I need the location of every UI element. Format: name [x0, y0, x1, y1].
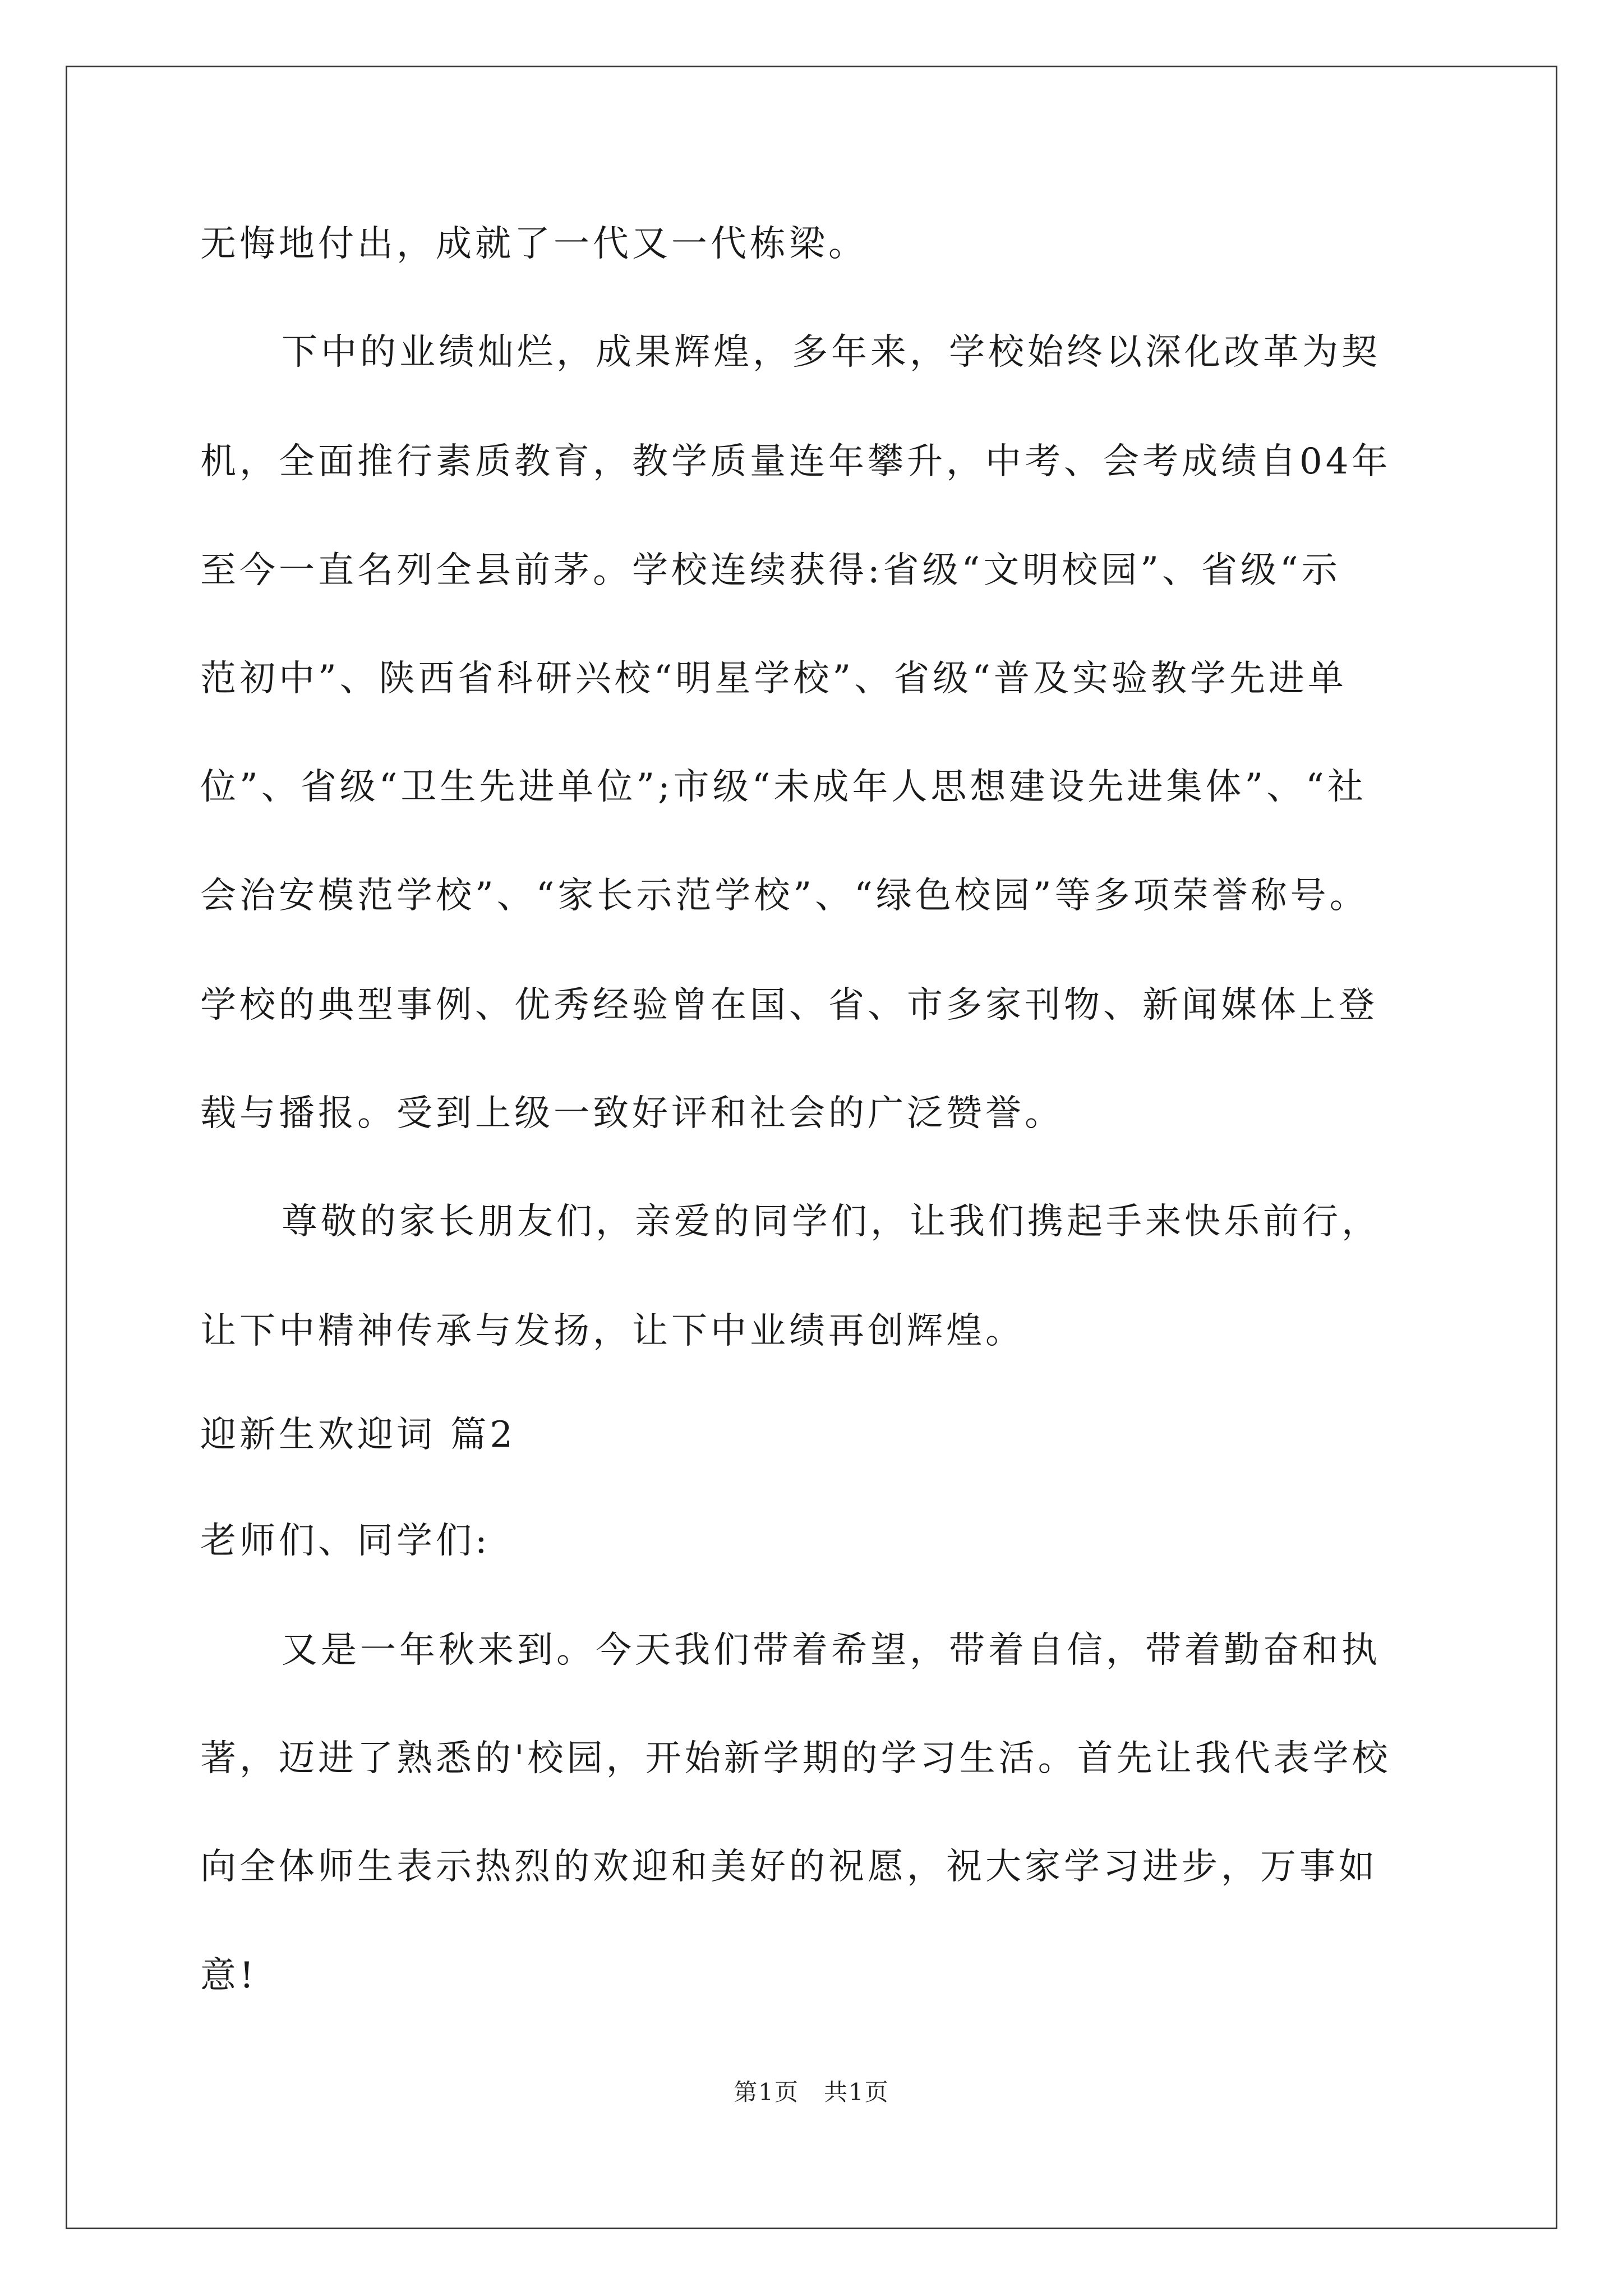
paragraph-line: 下中的业绩灿烂，成果辉煌，多年来，学校始终以深化改革为契: [282, 332, 1381, 373]
paragraph-line: 尊敬的家长朋友们，亲爱的同学们，让我们携起手来快乐前行，: [282, 1201, 1381, 1243]
paragraph-line: 无悔地付出，成就了一代又一代栋梁。: [200, 223, 868, 265]
paragraph-line: 学校的典型事例、优秀经验曾在国、省、市多家刊物、新闻媒体上登: [200, 984, 1378, 1026]
paragraph-line: 会治安模范学校”、“家长示范学校”、“绿色校园”等多项荣誉称号。: [200, 875, 1369, 917]
page-border: [66, 66, 1557, 2229]
paragraph-line: 让下中精神传承与发扬，让下中业绩再创辉煌。: [200, 1310, 1025, 1352]
paragraph-line: 意!: [200, 1955, 257, 1996]
paragraph-line: 位”、省级“卫生先进单位”;市级“未成年人思想建设先进集体”、“社: [200, 766, 1367, 808]
paragraph-line: 向全体师生表示热烈的欢迎和美好的祝愿，祝大家学习进步，万事如: [200, 1846, 1378, 1888]
paragraph-line: 著，迈进了熟悉的'校园，开始新学期的学习生活。首先让我代表学校: [200, 1738, 1391, 1779]
salutation: 老师们、同学们:: [200, 1520, 491, 1562]
paragraph-line: 又是一年秋来到。今天我们带着希望，带着自信，带着勤奋和执: [282, 1630, 1381, 1671]
paragraph-line: 机，全面推行素质教育，教学质量连年攀升，中考、会考成绩自04年: [200, 441, 1391, 482]
paragraph-line: 载与播报。受到上级一致好评和社会的广泛赞誉。: [200, 1093, 1064, 1134]
paragraph-line: 至今一直名列全县前茅。学校连续获得:省级“文明校园”、省级“示: [200, 550, 1341, 591]
section-heading: 迎新生欢迎词 篇2: [200, 1414, 517, 1456]
paragraph-line: 范初中”、陕西省科研兴校“明星学校”、省级“普及实验教学先进单: [200, 658, 1347, 700]
page-number-footer: 第1页 共1页: [734, 2078, 889, 2106]
